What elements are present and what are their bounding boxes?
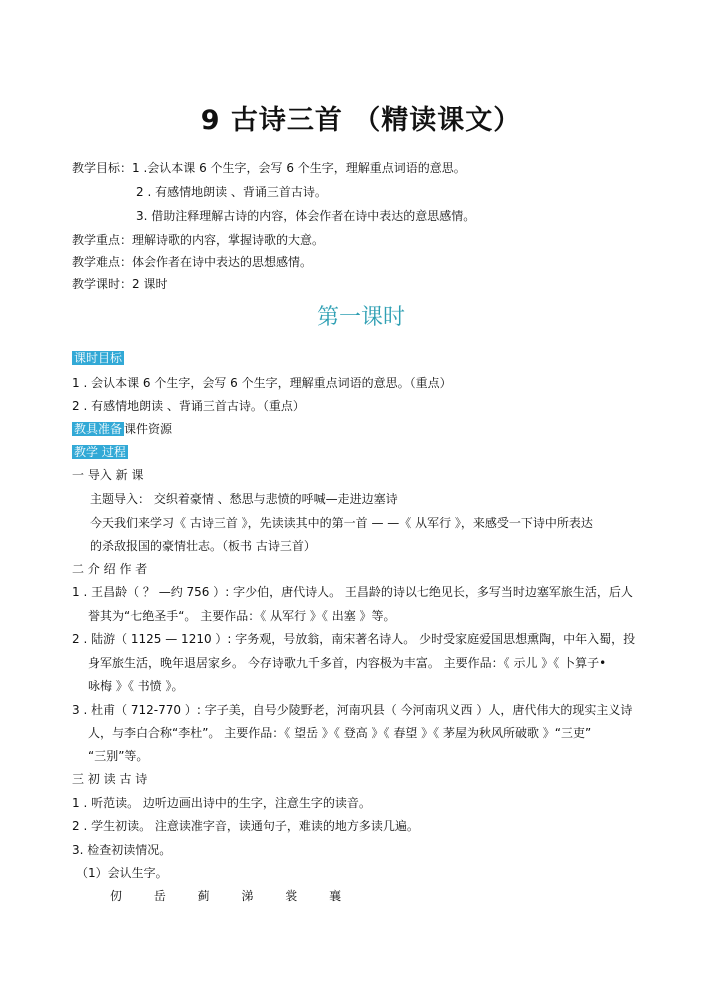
read-step-3: 3. 检查初读情况。 [72,843,172,857]
author-1-line-2: 誉其为“七绝圣手“。 主要作品：《 从军行 》《 出塞 》等。 [88,609,396,623]
author-3-line-1: 3 . 杜甫（ 712-770 ）: 字子美，自号少陵野老，河南巩县（ 今河南巩义西 ）人，唐代伟大的现实主义诗 [72,703,633,717]
read-step-3a: （1）会认生字。 [76,866,168,880]
intro-line-1: 主题导入： 交织着豪情 、愁思与悲愤的呼喊—走进边塞诗 [90,492,398,506]
author-1-line-1: 1 . 王昌龄（ ？ —约 756 ）: 字少伯，唐代诗人。 王昌龄的诗以七绝见长，多写当时边塞军旅生活，后人 [72,585,633,599]
intro-line-2: 今天我们来学习《 古诗三首 》，先读读其中的第一首 — —《 从军行 》，来感受一下诗中所表达 [90,516,593,530]
tools-line [72,421,172,437]
process-label-line [72,444,128,460]
section-title: 第一课时 [316,305,405,330]
goals-line-1 [72,160,466,176]
goal-3: 3. 借助注释理解古诗的内容，体会作者在诗中表达的意思感情。 [136,209,476,223]
read-heading: 三 初 读 古 诗 [72,772,148,786]
lesson-title: 9 古诗三首 （精读课文） [200,105,522,136]
author-2-line-2: 身军旅生活，晚年退居家乡。 今存诗歌九千多首，内容极为丰富。 主要作品：《 示儿 》《 卜算子• [88,656,607,670]
tools-text: 课件资源 [124,422,173,436]
authors-heading: 二 介 绍 作 者 [72,562,148,576]
author-2-line-1: 2 . 陆游（ 1125 — 1210 ）: 字务观，号放翁，南宋著名诗人。 少时受家庭爱国思想熏陶，中年入蜀，投 [72,632,636,646]
intro-line-3: 的杀敌报国的豪情壮志。（板书 古诗三首） [90,539,316,553]
goals-label: 教学目标： [72,161,133,175]
read-step-1: 1 . 听范读。 边听边画出诗中的生字，注意生字的读音。 [72,796,371,810]
process-label: 教学 过程 [74,445,126,459]
new-characters: 仞 岳 蓟 涕 裳 襄 [110,889,356,903]
author-3-line-3: “三别”等。 [88,749,149,763]
objective-1: 1 . 会认本课 6 个生字，会写 6 个生字，理解重点词语的意思。（重点） [72,376,452,390]
objectives-label-line [72,350,124,366]
tools-label: 教具准备 [74,422,123,436]
read-step-2: 2 . 学生初读。 注意读准字音，读通句子，难读的地方多读几遍。 [72,819,419,833]
objectives-label: 课时目标 [74,351,123,365]
teaching-difficulty: 教学难点：体会作者在诗中表达的思想感情。 [72,255,313,269]
objective-2: 2 . 有感情地朗读 、背诵三首古诗。（重点） [72,399,305,413]
teaching-hours: 教学课时：2 课时 [72,277,168,291]
teaching-key: 教学重点：理解诗歌的内容，掌握诗歌的大意。 [72,233,325,247]
goal-1: 1 .会认本课 6 个生字，会写 6 个生字，理解重点词语的意思。 [132,161,466,175]
intro-heading: 一 导入 新 课 [72,468,144,482]
author-2-line-3: 咏梅 》《 书愤 》。 [88,679,184,693]
author-3-line-2: 人，与李白合称“李杜”。 主要作品：《 望岳 》《 登高 》《 春望 》《 茅屋为秋风所破歌 》“三吏” [88,726,592,740]
goal-2: 2 . 有感情地朗读 、背诵三首古诗。 [136,185,327,199]
